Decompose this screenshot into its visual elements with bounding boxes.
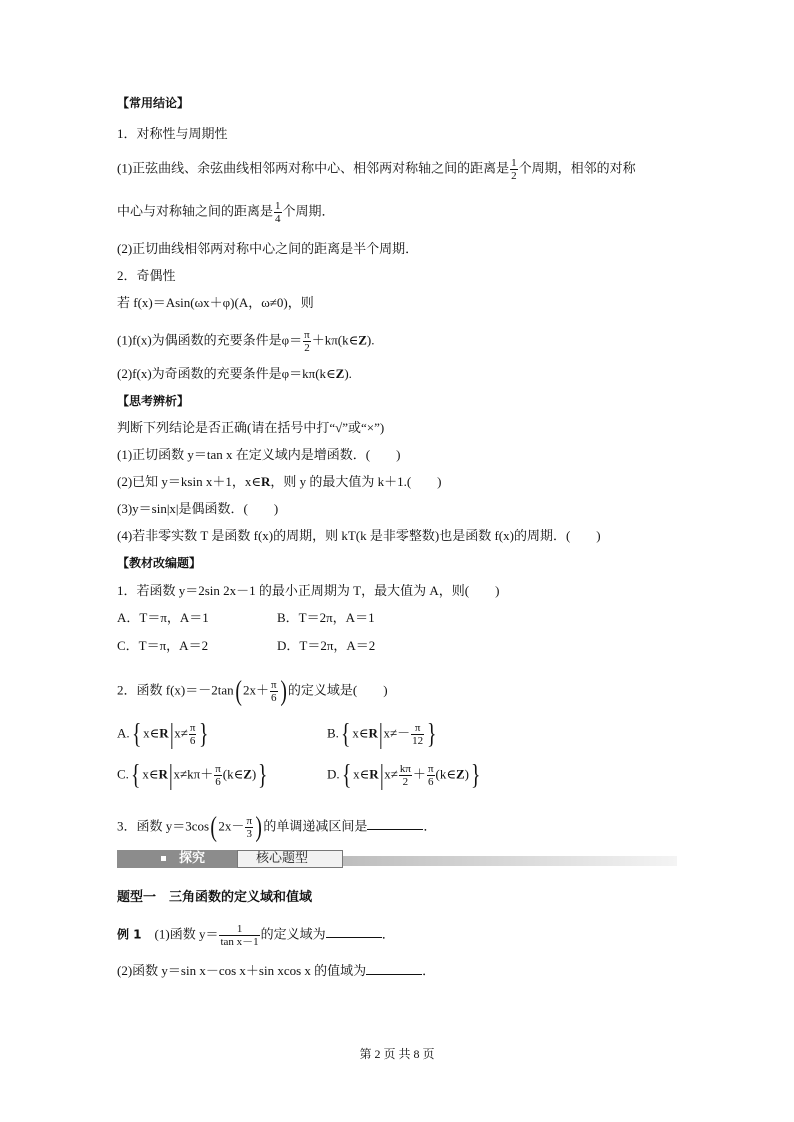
question-2-option-d: D.{ x∈R|x≠ $\frac{k\pi}{2}$ ＋ $\frac{\pi}{6}$ (k∈Z)} [327,759,481,791]
fraction-quarter: $\frac{1}{4}$ [275,200,281,225]
conclusion-1-p1-cont: 中心与对称轴之间的距离是 $\frac{1}{4}$ 个周期． [117,200,335,225]
fraction-ex1: $\frac{1}{\text{tan x－1}}$ [220,923,259,948]
think-item-2: (2)已知 y＝ksin x＋1，x∈R，则 y 的最大值为 k＋1.( ) [117,474,442,489]
section-heading-textbook: 【教材改编题】 [117,556,202,570]
question-1: 1．若函数 y＝2sin 2x－1 的最小正周期为 T，最大值为 A，则( ) [117,583,500,598]
question-2-option-c: C.{ x∈R|x≠kπ＋ $\frac{\pi}{6}$ (k∈Z)} [117,759,268,791]
question-2: 2．函数 f(x)＝－2tan(2x＋ $\frac{\pi}{6}$ )的定义域是( ) [117,675,388,707]
fraction-pi-over-6: $\frac{\pi}{6}$ [270,679,277,704]
question-1-option-b: B．T＝2π，A＝1 [277,610,375,625]
fraction-pi-over-2: $\frac{\pi}{2}$ [304,329,310,354]
conclusion-1-title: 1．对称性与周期性 [117,126,228,141]
think-item-4: (4)若非零实数 T 是函数 f(x)的周期，则 kT(k 是非零整数)也是函数 f(x)的周期．( ) [117,528,601,543]
conclusion-1-p2: (2)正切曲线相邻两对称中心之间的距离是半个周期． [117,241,419,256]
think-item-1: (1)正切函数 y＝tan x 在定义域内是增函数．( ) [117,447,401,462]
question-2-option-a: A.{ x∈R|x≠ $\frac{\pi}{6}$ } [117,718,209,750]
think-intro: 判断下列结论是否正确(请在括号中打“√”或“×”) [117,420,385,435]
section-banner [117,848,677,870]
banner-label-left: 探究 [179,851,206,866]
question-1-option-a: A．T＝π，A＝1 [117,610,209,625]
answer-blank[interactable] [367,817,423,830]
example-1-part-2: (2)函数 y＝sin x－cos x＋sin xcos x 的值域为 ． [117,963,436,978]
answer-blank[interactable] [366,962,422,975]
topic-heading-1: 题型一 三角函数的定义域和值域 [117,890,313,905]
fraction-half: $\frac{1}{2}$ [511,157,517,182]
fraction-pi-over-3: $\frac{\pi}{3}$ [246,815,252,840]
question-2-option-b: B.{ x∈R|x≠－ $\frac{\pi}{12}$ } [327,718,437,750]
conclusion-2-title: 2．奇偶性 [117,268,176,283]
section-heading-think: 【思考辨析】 [117,394,190,408]
question-1-option-c: C．T＝π，A＝2 [117,638,209,653]
question-3: 3．函数 y＝3cos(2x－ $\frac{\pi}{3}$ )的单调递减区间是 ． [117,811,437,843]
think-item-3: (3)y＝sin|x|是偶函数．( ) [117,501,279,516]
question-1-option-d: D．T＝2π，A＝2 [277,638,376,653]
conclusion-1-p1: (1)正弦曲线、余弦曲线相邻两对称中心、相邻两对称轴之间的距离是 $\frac{1}{2}$ 个周期，相邻的对称 [117,157,636,182]
section-heading-conclusions: 【常用结论】 [117,96,190,110]
banner-label-right: 核心题型 [256,851,309,866]
square-bullet-icon [161,856,166,861]
page-footer: 第 2 页 共 8 页 [359,1047,435,1061]
conclusion-2-p2: (2)f(x)为奇函数的充要条件是φ＝kπ(k∈Z). [117,366,352,381]
conclusion-2-intro: 若 f(x)＝Asin(ωx＋φ)(A，ω≠0)，则 [117,295,314,310]
answer-blank[interactable] [326,925,382,938]
conclusion-2-p1: (1)f(x)为偶函数的充要条件是φ＝ $\frac{\pi}{2}$ ＋kπ(k∈Z). [117,329,375,354]
example-1-part-1: 例 1 (1)函数 y＝ $\frac{1}{\text{tan x－1}}$ 的定义域为 ． [117,923,395,948]
